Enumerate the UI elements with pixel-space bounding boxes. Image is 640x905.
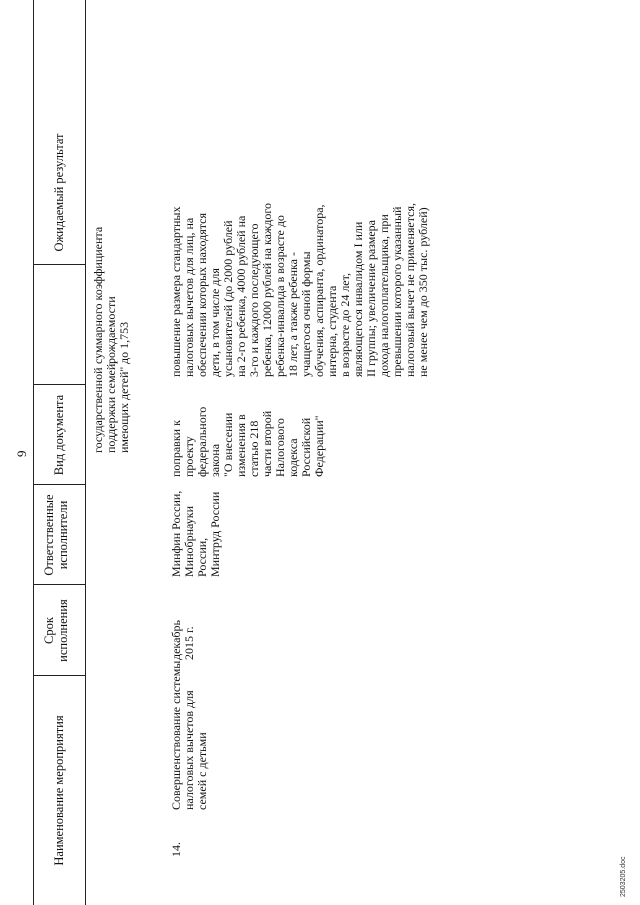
executor-line: Минобрнауки xyxy=(182,505,196,577)
header-executors xyxy=(42,485,70,585)
cont-doc-line: поддержки семей, xyxy=(104,360,118,453)
cont-result-line: суммарного коэффициента xyxy=(91,226,105,364)
cont-doc-line: государственной xyxy=(91,367,105,453)
continuation-result xyxy=(92,227,131,364)
doc-type-line: проекту xyxy=(182,436,196,477)
doc-type-line: федерального xyxy=(195,406,209,477)
result-line: налоговый вычет не применяется, xyxy=(403,203,417,377)
result-line: в возрасте до 24 лет, xyxy=(338,273,352,377)
result-line: являющегося инвалидом I или xyxy=(351,221,365,377)
result-line: превышении которого указанный xyxy=(390,206,404,377)
doc-type-line: статью 218 xyxy=(247,420,261,477)
doc-type-line: кодекса xyxy=(286,438,300,477)
doc-type-line: изменения в xyxy=(234,414,248,477)
result-line: дети, в том числе для xyxy=(208,268,222,377)
doc-type-line: закона xyxy=(208,443,222,477)
result-line: 18 лет, а также ребенка - xyxy=(286,252,300,377)
header-executors-line1: Ответственные xyxy=(42,494,56,576)
result-line: 3-го и каждого последующего xyxy=(247,223,261,377)
result-line: интерна, студента xyxy=(325,285,339,377)
result-line: дохода налогоплательщика, при xyxy=(377,214,391,377)
row14-deadline xyxy=(170,620,196,660)
result-line: учащегося очной формы xyxy=(299,251,313,377)
doc-type-line: поправки к xyxy=(169,420,183,477)
name-line: семей с детьми xyxy=(195,732,209,810)
executor-line: Минфин России, xyxy=(169,490,183,577)
row14-name xyxy=(170,661,209,810)
file-footer: 2503205.doc xyxy=(620,856,627,897)
deadline-line: 2015 г. xyxy=(182,626,196,660)
header-name: Наименование мероприятия xyxy=(52,715,66,866)
cont-result-line: до 1,753 xyxy=(117,321,131,364)
doc-type-line: Налогового xyxy=(273,418,287,477)
result-line: ребенка, 12000 рублей на каждого xyxy=(260,203,274,377)
executor-line: Минтруд России xyxy=(208,491,222,577)
header-result: Ожидаемый результат xyxy=(52,133,66,252)
header-executors-line2: исполнители xyxy=(56,500,70,570)
result-line: усыновителей (до 2000 рублей xyxy=(221,220,235,377)
result-line: ребенка-инвалида в возрасте до xyxy=(273,215,287,377)
header-bottom-rule xyxy=(85,0,86,905)
header-deadline-line1: Срок xyxy=(42,617,56,644)
table-top-rule xyxy=(33,0,34,905)
header-deadline-line2: исполнения xyxy=(56,599,70,662)
result-line: повышение размера стандартных xyxy=(169,206,183,377)
result-line: на 2-го ребенка, 4000 рублей на xyxy=(234,215,248,377)
result-line: налоговых вычетов для лиц, на xyxy=(182,217,196,377)
doc-type-line: Федерации" xyxy=(312,415,326,477)
name-line: налоговых вычетов для xyxy=(182,690,196,810)
continuation-doc-type xyxy=(92,361,131,453)
result-line: обучения, аспиранта, ординатора, xyxy=(312,204,326,377)
doc-type-line: "О внесении xyxy=(221,412,235,477)
executor-line: России, xyxy=(195,537,209,577)
deadline-line: декабрь xyxy=(169,620,183,660)
cont-doc-line: имеющих детей" xyxy=(117,366,131,453)
result-line: не менее чем до 350 тыс. рублей) xyxy=(416,207,430,377)
row14-doc-type xyxy=(170,407,326,477)
row14-executors xyxy=(170,491,222,577)
cont-result-line: рождаемости xyxy=(104,296,118,364)
header-deadline xyxy=(42,585,70,676)
doc-type-line: части второй xyxy=(260,410,274,477)
row14-result xyxy=(170,203,430,377)
name-line: Совершенствование системы xyxy=(169,660,183,810)
result-line: II группы; увеличение размера xyxy=(364,219,378,377)
header-doc-type: Вид документа xyxy=(52,394,66,476)
doc-type-line: Российской xyxy=(299,417,313,477)
result-line: обеспечении которых находятся xyxy=(195,213,209,377)
page-number: 9 xyxy=(14,450,29,457)
row-number: 14. xyxy=(169,842,183,857)
